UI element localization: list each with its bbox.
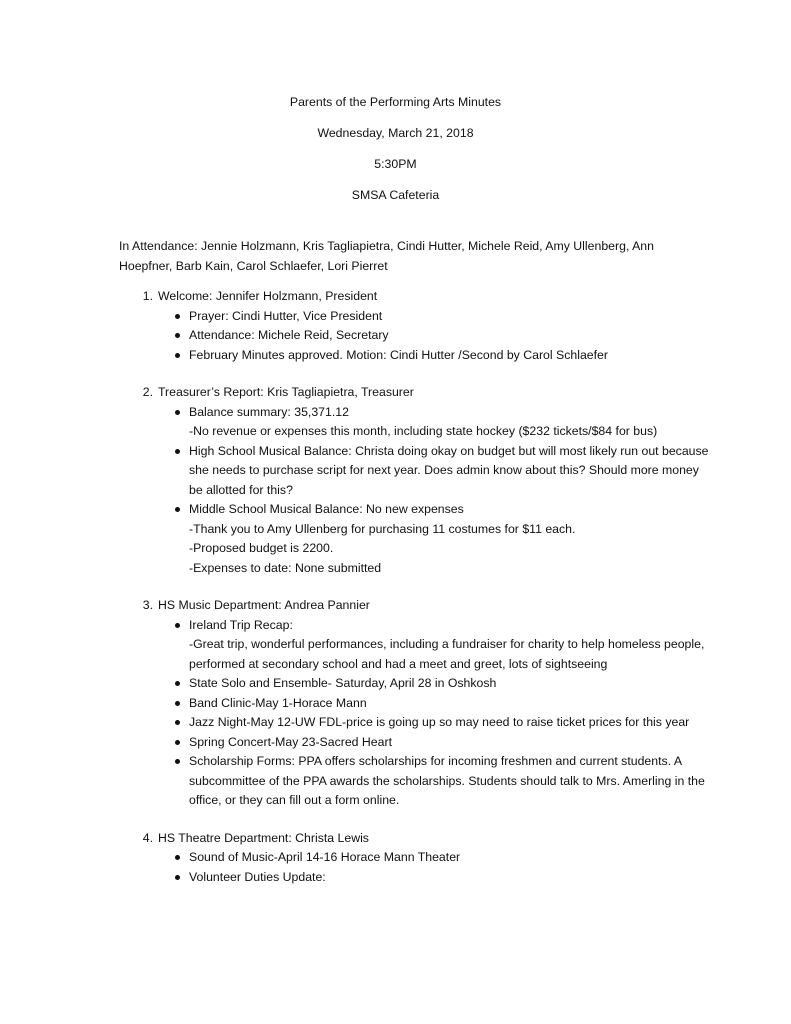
bullet-dot-icon xyxy=(175,333,180,338)
agenda-section xyxy=(119,383,709,578)
agenda-sections xyxy=(119,287,709,905)
bullet-text: Spring Concert-May 23-Sacred Heart xyxy=(189,734,392,749)
bullet-item xyxy=(119,674,709,694)
bullet-detail: -No revenue or expenses this month, including state hockey ($232 tickets/$84 for bus) xyxy=(189,424,658,438)
bullet-dot-icon xyxy=(175,681,180,686)
meeting-location: SMSA Cafeteria xyxy=(351,188,440,202)
bullet-item xyxy=(119,694,709,714)
bullet-dot-icon xyxy=(175,410,180,415)
agenda-section xyxy=(119,596,709,811)
section-heading xyxy=(119,596,709,616)
bullet-item xyxy=(119,307,709,327)
bullet-dot-icon xyxy=(175,759,180,764)
bullet-item xyxy=(119,403,709,442)
agenda-section xyxy=(119,287,709,365)
bullet-text: Sound of Music-April 14-16 Horace Mann Theater xyxy=(189,850,461,864)
bullet-text: Band Clinic-May 1-Horace Mann xyxy=(189,695,367,710)
section-title: Welcome: Jennifer Holzmann, President xyxy=(158,289,378,303)
bullet-text: High School Musical Balance: Christa doing okay on budget but will most likely run out because she needs to purchase script for next year. Does admin know about this? Should more money be allotted for this? xyxy=(189,443,709,497)
bullet-text: February Minutes approved. Motion: Cindi Hutter /Second by Carol Schlaefer xyxy=(189,347,608,362)
section-heading xyxy=(119,829,709,849)
bullet-dot-icon xyxy=(175,740,180,745)
section-title: HS Music Department: Andrea Pannier xyxy=(158,598,370,612)
document-header xyxy=(0,92,791,216)
bullet-item xyxy=(119,713,709,733)
bullet-item xyxy=(119,442,709,501)
section-number: 2. xyxy=(142,385,153,399)
bullet-item xyxy=(119,868,709,888)
bullet-item xyxy=(119,752,709,811)
section-number: 3. xyxy=(142,598,153,612)
section-title: Treasurer’s Report: Kris Tagliapietra, Treasurer xyxy=(158,385,414,399)
bullet-detail: -Thank you to Amy Ullenberg for purchasing 11 costumes for $11 each. xyxy=(189,521,576,536)
bullet-text: Scholarship Forms: PPA offers scholarships for incoming freshmen and current students. A subcommittee of the PPA awards the scholarships. Students should talk to Mrs. Amerling in the office, or they can fill out a form online. xyxy=(189,754,705,807)
bullet-list xyxy=(119,307,709,366)
bullet-detail: -Expenses to date: None submitted xyxy=(189,560,382,575)
bullet-item xyxy=(119,733,709,753)
section-title: HS Theatre Department: Christa Lewis xyxy=(158,830,369,845)
bullet-dot-icon xyxy=(175,449,180,454)
bullet-dot-icon xyxy=(175,314,180,319)
bullet-detail: -Proposed budget is 2200. xyxy=(189,541,334,555)
bullet-item xyxy=(119,346,709,366)
bullet-list xyxy=(119,403,709,579)
section-heading xyxy=(119,383,709,403)
bullet-list xyxy=(119,848,709,887)
meeting-date: Wednesday, March 21, 2018 xyxy=(317,126,474,140)
bullet-detail: -Great trip, wonderful performances, including a fundraiser for charity to help homeless people, performed at secondary school and had a meet and greet, lots of sightseeing xyxy=(189,637,705,671)
bullet-dot-icon xyxy=(175,353,180,358)
bullet-text: Middle School Musical Balance: No new expenses xyxy=(189,502,464,516)
bullet-dot-icon xyxy=(175,720,180,725)
agenda-section xyxy=(119,829,709,888)
section-heading xyxy=(119,287,709,307)
bullet-text: Prayer: Cindi Hutter, Vice President xyxy=(189,308,383,323)
section-number: 4. xyxy=(142,830,153,845)
bullet-item xyxy=(119,616,709,675)
bullet-dot-icon xyxy=(175,875,180,880)
bullet-dot-icon xyxy=(175,855,180,860)
bullet-text: Volunteer Duties Update: xyxy=(189,869,326,884)
bullet-dot-icon xyxy=(175,701,180,706)
bullet-list xyxy=(119,616,709,811)
section-number: 1. xyxy=(142,289,153,303)
attendance-paragraph: In Attendance: Jennie Holzmann, Kris Tagliapietra, Cindi Hutter, Michele Reid, Amy Ullenberg, Ann Hoepfner, Barb Kain, Carol Schlaefer, Lori Pierret xyxy=(119,239,654,273)
bullet-dot-icon xyxy=(175,623,180,628)
meeting-time: 5:30PM xyxy=(374,157,417,171)
bullet-item xyxy=(119,500,709,578)
bullet-text: Jazz Night-May 12-UW FDL-price is going up so may need to raise ticket prices for this year xyxy=(189,715,690,729)
bullet-item xyxy=(119,326,709,346)
bullet-text: Ireland Trip Recap: xyxy=(189,617,293,632)
bullet-text: Balance summary: 35,371.12 xyxy=(189,404,349,419)
bullet-dot-icon xyxy=(175,507,180,512)
bullet-text: State Solo and Ensemble- Saturday, April 28 in Oshkosh xyxy=(189,676,497,690)
document-title: Parents of the Performing Arts Minutes xyxy=(289,95,502,109)
bullet-item xyxy=(119,848,709,868)
bullet-text: Attendance: Michele Reid, Secretary xyxy=(189,328,389,342)
